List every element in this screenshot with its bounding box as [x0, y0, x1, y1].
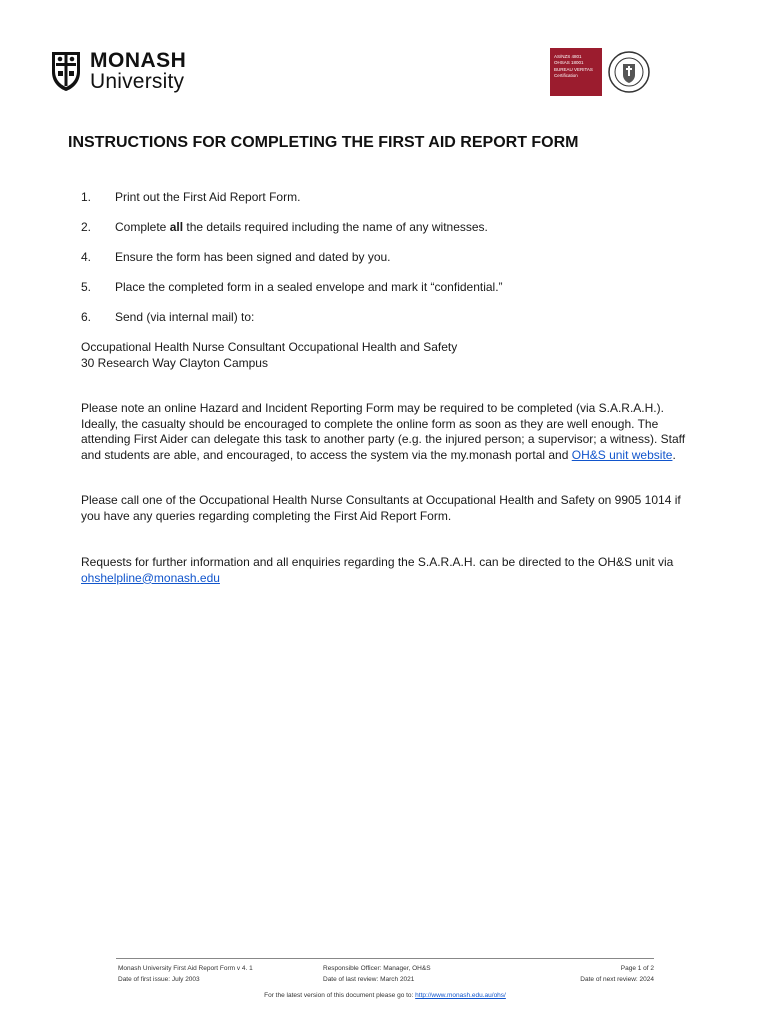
- footer-responsible-officer: Responsible Officer: Manager, OH&S: [323, 965, 431, 972]
- footer-next-review: Date of next review: 2024: [580, 976, 654, 983]
- cert-line: AS/NZS 4801: [554, 54, 582, 59]
- address-line: Occupational Health Nurse Consultant Occupational Health and Safety: [81, 340, 458, 354]
- monash-logo: [50, 50, 186, 92]
- list-item: [81, 190, 721, 220]
- footer-latest-version-note: [0, 992, 770, 999]
- cert-line: OHSAS 18001: [554, 60, 584, 66]
- paragraph-text: Requests for further information and all enquiries regarding the S.A.R.A.H. can be directed to the OH&S unit via: [81, 555, 674, 569]
- mailing-address: [81, 340, 461, 371]
- footer-right: [540, 963, 654, 985]
- footer-middle: [323, 963, 431, 985]
- step-text: Ensure the form has been signed and dated by you.: [115, 250, 391, 264]
- enquiries-paragraph: [81, 555, 691, 586]
- step-number: 4.: [81, 250, 92, 264]
- logo-wordmark-monash: MONASH: [90, 49, 187, 72]
- footer-first-issue: Date of first issue: July 2003: [118, 976, 200, 983]
- step-text-post: the details required including the name of any witnesses.: [183, 220, 488, 234]
- footer-page-number: Page 1 of 2: [620, 965, 654, 972]
- cert-line: BUREAU VERITAS: [554, 66, 593, 72]
- step-number: 5.: [81, 280, 92, 294]
- paragraph-end: .: [672, 447, 676, 462]
- step-text-pre: Complete: [115, 220, 170, 234]
- monash-crest-icon: [50, 50, 82, 92]
- step-number: 6.: [81, 310, 92, 324]
- cert-line: Certification: [554, 73, 578, 79]
- footer-divider: [116, 958, 654, 959]
- footer-last-review: Date of last review: March 2021: [323, 976, 415, 983]
- certification-badge: [550, 48, 656, 96]
- instruction-list: [81, 190, 721, 340]
- step-text-bold: all: [169, 220, 184, 234]
- ohs-url-link[interactable]: http://www.monash.edu.au/ohs/: [415, 992, 506, 999]
- footer-left: [118, 963, 253, 985]
- page-title: INSTRUCTIONS FOR COMPLETING THE FIRST AID REPORT FORM: [68, 134, 579, 151]
- list-item: [81, 250, 721, 280]
- certification-text: [550, 48, 602, 96]
- contact-paragraph: Please call one of the Occupational Health Nurse Consultants at Occupational Health and Safety on 9905 1014 if you have any queries regarding completing the First Aid Report Form.: [81, 493, 681, 523]
- step-text: Place the completed form in a sealed envelope and mark it “confidential.”: [115, 280, 503, 294]
- step-number: 1.: [81, 190, 92, 204]
- logo-wordmark-university: University: [90, 70, 185, 93]
- step-text: Send (via internal mail) to:: [115, 310, 255, 324]
- footer-note-text: For the latest version of this document please go to:: [264, 992, 416, 999]
- list-item: [81, 310, 721, 340]
- step-text: Print out the First Aid Report Form.: [115, 190, 301, 204]
- sarah-note-paragraph: [81, 401, 691, 463]
- step-text: [115, 220, 488, 234]
- step-number: 2.: [81, 220, 92, 234]
- list-item: [81, 220, 721, 250]
- address-line: 30 Research Way Clayton Campus: [81, 355, 268, 370]
- footer-form-version: Monash University First Aid Report Form v 4. 1: [118, 965, 253, 972]
- paragraph-text: Please note an online Hazard and Incident Reporting Form may be required to be completed (via S.A.R.A.H.). Ideally, the casualty should be encouraged to complete the online form as soon as they are well enough. The attending First Aider can delegate this task to another party (e.g. the injured person; a supervisor; a witness). Staff and students are able, and encouraged, to access the system via the my.monash portal and: [81, 401, 686, 462]
- bureau-veritas-seal-icon: [602, 48, 656, 96]
- list-item: [81, 280, 721, 310]
- ohs-helpline-email-link[interactable]: ohshelpline@monash.edu: [81, 570, 220, 585]
- ohs-website-link[interactable]: OH&S unit website: [571, 447, 673, 462]
